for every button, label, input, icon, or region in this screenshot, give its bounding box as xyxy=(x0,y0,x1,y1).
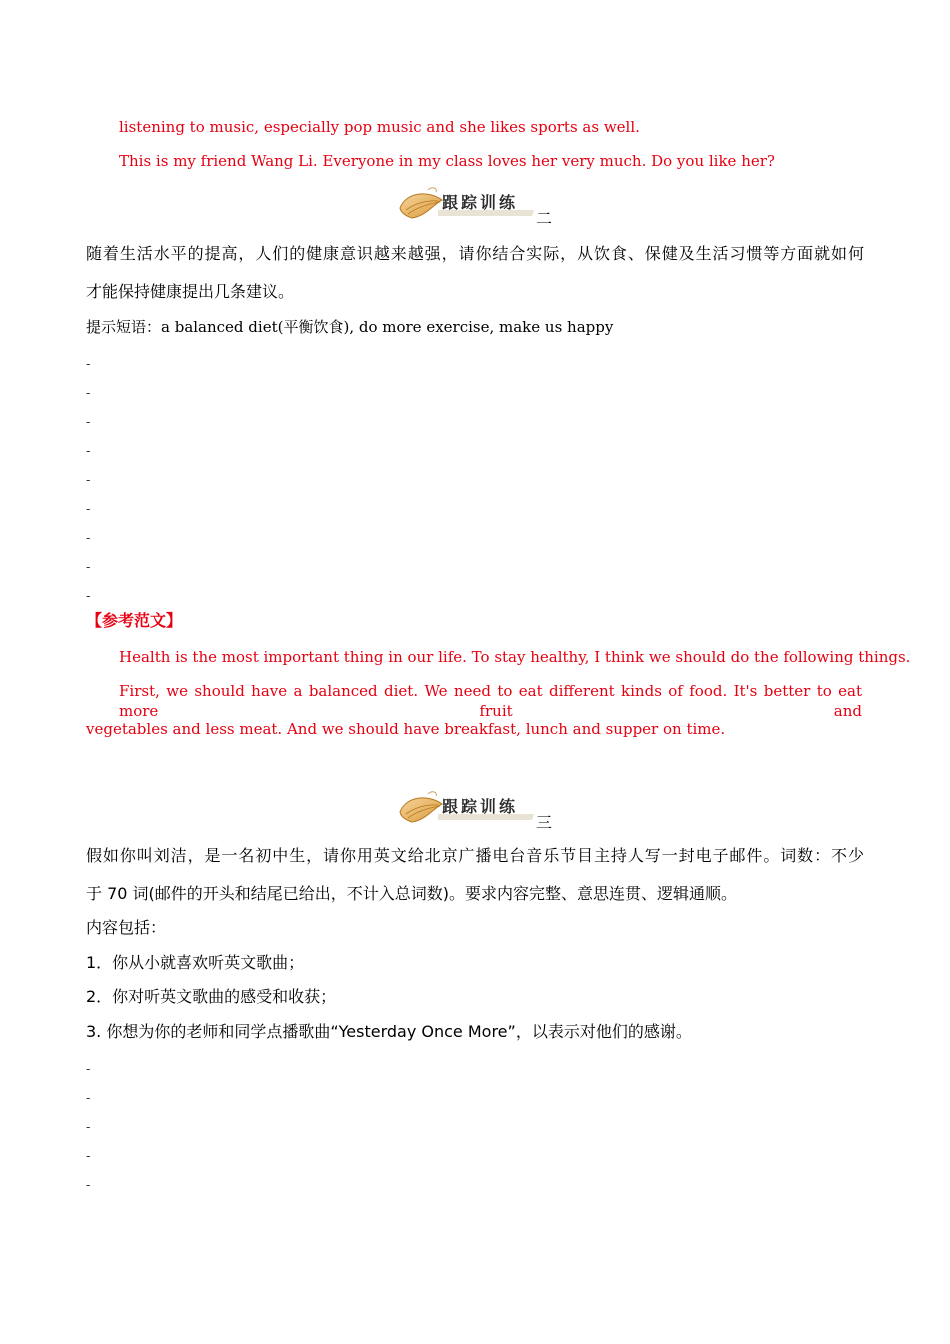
practice-banner xyxy=(398,790,538,826)
answer-blank-mark: - xyxy=(86,444,91,459)
answer-blank-mark: - xyxy=(86,386,91,401)
answer-blank-mark: - xyxy=(86,1062,91,1077)
prompt-text: 于 70 词(邮件的开头和结尾已给出，不计入总词数)。要求内容完整、意思连贯、逻辑通顺。 xyxy=(86,884,738,903)
prompt-text: 才能保持健康提出几条建议。 xyxy=(86,282,295,301)
sample-title: 【参考范文】 xyxy=(86,611,183,630)
prompt-text: 假如你叫刘洁，是一名初中生，请你用英文给北京广播电台音乐节目主持人写一封电子邮件。词数：不少 xyxy=(86,846,864,865)
answer-blank-mark: - xyxy=(86,531,91,546)
answer-blank-mark: - xyxy=(86,560,91,575)
content-item: 2．你对听英文歌曲的感受和收获； xyxy=(86,987,337,1006)
practice-banner xyxy=(398,186,538,222)
answer-blank-mark: - xyxy=(86,502,91,517)
hint-phrases: 提示短语：a balanced diet(平衡饮食), do more exercise, make us happy xyxy=(86,318,614,336)
sample-text-line: First, we should have a balanced diet. We need to eat different kinds of food. It's better to eat more fruit and xyxy=(119,682,862,720)
answer-blank-mark: - xyxy=(86,1178,91,1193)
banner-label: 跟踪训练 xyxy=(442,797,519,816)
sample-text-line: Health is the most important thing in our life. To stay healthy, I think we should do the following things. xyxy=(119,648,911,666)
section-number: 三 xyxy=(536,813,553,832)
content-item: 1．你从小就喜欢听英文歌曲； xyxy=(86,953,305,972)
answer-blank-mark: - xyxy=(86,415,91,430)
banner-label: 跟踪训练 xyxy=(442,193,519,212)
sample-text-line: listening to music, especially pop music and she likes sports as well. xyxy=(119,118,640,136)
sample-text-line: This is my friend Wang Li. Everyone in my class loves her very much. Do you like her? xyxy=(119,152,775,170)
answer-blank-mark: - xyxy=(86,1091,91,1106)
sample-text-line: vegetables and less meat. And we should have breakfast, lunch and supper on time. xyxy=(86,720,726,738)
section-number: 二 xyxy=(536,209,553,228)
answer-blank-mark: - xyxy=(86,473,91,488)
content-item: 3. 你想为你的老师和同学点播歌曲“Yesterday Once More”，以表示对他们的感谢。 xyxy=(86,1022,692,1041)
answer-blank-mark: - xyxy=(86,357,91,372)
answer-blank-mark: - xyxy=(86,589,91,604)
prompt-text: 随着生活水平的提高，人们的健康意识越来越强，请你结合实际，从饮食、保健及生活习惯等方面就如何 xyxy=(86,244,864,263)
content-label: 内容包括： xyxy=(86,918,167,937)
answer-blank-mark: - xyxy=(86,1120,91,1135)
answer-blank-mark: - xyxy=(86,1149,91,1164)
